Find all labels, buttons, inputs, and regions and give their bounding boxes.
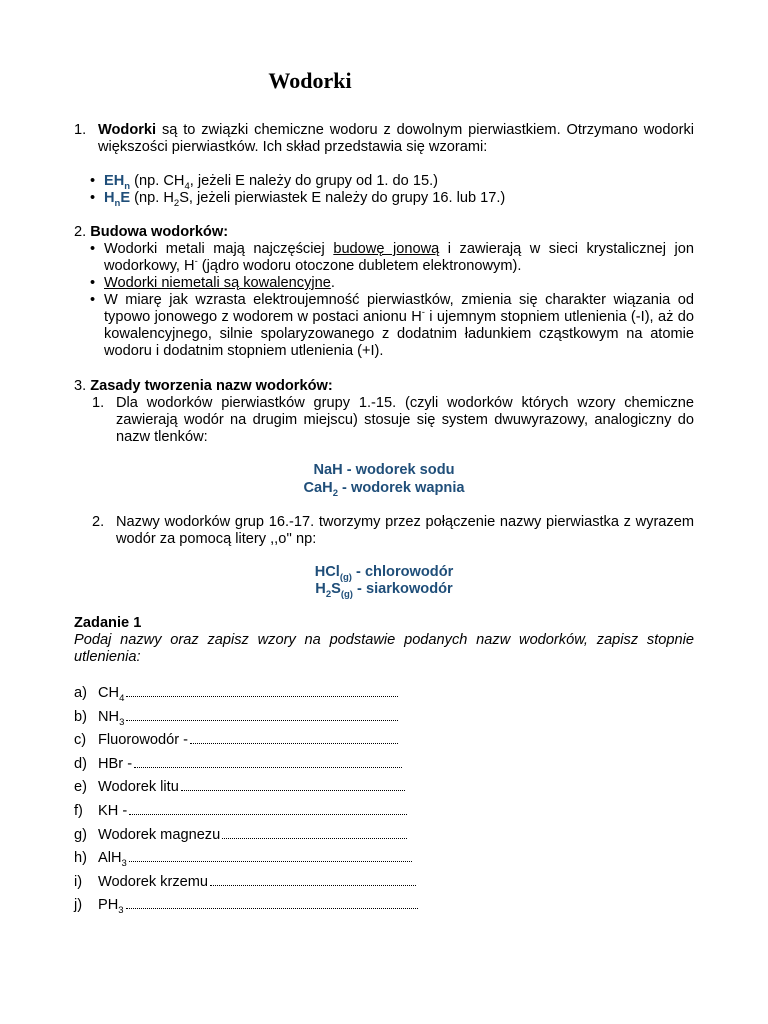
example-formula: CaH bbox=[303, 480, 333, 496]
bullet: • bbox=[90, 241, 96, 257]
task-item-label: c) bbox=[74, 732, 87, 749]
section-2-bullet-1 bbox=[90, 241, 694, 275]
formula-hne: H bbox=[104, 190, 115, 206]
naming-rule-1 bbox=[92, 395, 694, 446]
formula-item-1 bbox=[90, 173, 690, 190]
section-2-title: Budowa wodorków: bbox=[90, 224, 229, 240]
rule-text: Nazwy wodorków grup 16.-17. tworzymy przez połączenie nazwy pierwiastka z wyrazem wodór za pomocą litery ,,o'' np: bbox=[116, 514, 694, 547]
section-3-title: Zasady tworzenia nazw wodorków: bbox=[90, 378, 333, 394]
task-item-label: j) bbox=[74, 897, 83, 914]
formula-sub: 3 bbox=[121, 858, 127, 870]
formula-ehn: EH bbox=[104, 173, 125, 189]
bullet-text: . bbox=[330, 275, 335, 291]
section-2 bbox=[74, 224, 694, 360]
bullet: • bbox=[90, 190, 96, 206]
example-nah: NaH - wodorek sodu bbox=[313, 462, 455, 478]
section-1-number: 1. bbox=[74, 122, 87, 138]
formula-text: E bbox=[120, 190, 131, 206]
bullet-text: (jądro wodoru otoczone dubletem elektronowym). bbox=[197, 258, 522, 274]
section-2-number: 2. bbox=[74, 224, 87, 240]
superscript: - bbox=[421, 307, 425, 319]
answer-blank[interactable] bbox=[210, 873, 416, 886]
formula-text: S, jeżeli pierwiastek E należy do grupy 16. lub 17.) bbox=[179, 190, 506, 206]
task-item bbox=[74, 708, 398, 726]
formula-sub: 4 bbox=[184, 180, 190, 192]
bullet: • bbox=[90, 173, 96, 189]
naming-rule-2 bbox=[92, 514, 694, 548]
task-item-text: PH bbox=[98, 897, 119, 914]
bullet-text: Wodorki metali mają najczęściej bbox=[104, 241, 334, 257]
task-item-label: g) bbox=[74, 826, 87, 843]
answer-blank[interactable] bbox=[126, 896, 418, 909]
superscript: - bbox=[194, 256, 198, 268]
task-item-label: d) bbox=[74, 755, 87, 772]
section-3-heading bbox=[74, 378, 694, 395]
bullet: • bbox=[90, 292, 96, 308]
answer-blank[interactable] bbox=[222, 826, 407, 839]
bullet-text: i ujemnym stopniem utlenienia (-I), aż do kowalencyjnego, silnie spolaryzowanego z dodatnim ładunkiem cząstkowym na atomie wodoru i dodatnim stopniem utlenienia (+I). bbox=[104, 309, 694, 359]
task-item-text: KH - bbox=[98, 803, 128, 819]
rule-number: 1. bbox=[92, 395, 105, 411]
formula-sub: n bbox=[124, 180, 131, 192]
task-item-text: Wodorek krzemu bbox=[98, 873, 209, 890]
formula-text: , jeżeli E należy do grupy od 1. do 15.) bbox=[189, 173, 438, 189]
task-item bbox=[74, 755, 402, 773]
formula-sub: 3 bbox=[119, 716, 125, 728]
underlined-text: budowę jonową bbox=[333, 241, 440, 257]
task-item bbox=[74, 849, 412, 870]
example-name: - wodorek wapnia bbox=[338, 480, 465, 496]
bullet-text: i zawierają w sieci krystalicznej jon wodorkowy, H bbox=[104, 241, 694, 274]
task-item bbox=[74, 896, 418, 917]
task-item-label: e) bbox=[74, 779, 87, 796]
formula-sub: (g) bbox=[340, 588, 353, 600]
task-item-text: NH bbox=[98, 708, 120, 725]
section-3 bbox=[74, 378, 694, 446]
example-cah2 bbox=[74, 480, 694, 497]
task-item bbox=[74, 802, 407, 820]
example-hcl bbox=[74, 564, 694, 581]
answer-blank[interactable] bbox=[181, 778, 405, 791]
formula-sub: 3 bbox=[118, 905, 124, 917]
task-item bbox=[74, 731, 398, 749]
example-formula: H bbox=[315, 581, 326, 597]
task-item-label: i) bbox=[74, 873, 83, 890]
bullet-text: W miarę jak wzrasta elektroujemność pierwiastków, zmienia się charakter wiązania od typowo jonowego z wodorem w postaci anionu H bbox=[104, 292, 694, 325]
section-2-heading bbox=[74, 224, 694, 241]
section-3-number: 3. bbox=[74, 378, 87, 394]
section-1-term: Wodorki bbox=[98, 122, 157, 138]
task-item-label: a) bbox=[74, 685, 87, 701]
example-name: - siarkowodór bbox=[352, 581, 453, 597]
page-title: Wodorki bbox=[268, 68, 352, 93]
example-h2s bbox=[74, 581, 694, 598]
formula-sub: 2 bbox=[325, 588, 332, 600]
section-1 bbox=[74, 122, 694, 156]
task-item-label: b) bbox=[74, 708, 87, 725]
task-1 bbox=[74, 615, 694, 666]
task-item bbox=[74, 826, 407, 844]
answer-blank[interactable] bbox=[134, 755, 402, 768]
formula-text: (np. CH bbox=[130, 173, 185, 189]
task-item-text: HBr - bbox=[98, 755, 133, 772]
task-item-label: h) bbox=[74, 850, 87, 867]
section-2-bullet-3 bbox=[90, 292, 694, 360]
task-instruction: Podaj nazwy oraz zapisz wzory na podstawie podanych nazw wodorków, zapisz stopnie utlenienia: bbox=[74, 632, 694, 665]
answer-blank[interactable] bbox=[190, 731, 398, 744]
task-item-text: CH bbox=[98, 685, 120, 701]
example-formula: HCl bbox=[314, 564, 340, 580]
task-item-label: f) bbox=[74, 803, 83, 819]
formula-sub: 2 bbox=[173, 197, 180, 209]
task-item-text: AlH bbox=[98, 850, 122, 867]
section-2-bullet-2 bbox=[90, 275, 694, 292]
example-name: - chlorowodór bbox=[351, 564, 454, 580]
task-item bbox=[74, 873, 416, 891]
answer-blank[interactable] bbox=[129, 802, 407, 815]
formula-list bbox=[90, 173, 690, 207]
formula-sub: 2 bbox=[332, 487, 338, 499]
answer-blank[interactable] bbox=[126, 684, 398, 697]
formula-sub: (g) bbox=[339, 571, 352, 583]
formula-sub: 4 bbox=[119, 692, 125, 704]
section-1-desc: są to związki chemiczne wodoru z dowolnym pierwiastkiem. Otrzymano wodorki większości pierwiastków. Ich skład przedstawia się wzorami: bbox=[98, 122, 694, 155]
section-1-text bbox=[98, 122, 694, 156]
task-item-text: Wodorek litu bbox=[98, 779, 179, 796]
rule-text: Dla wodorków pierwiastków grupy 1.-15. (czyli wodorków których wzory chemiczne zawierają wodór na drugim miejscu) stosuje się system dwuwyrazowy, analogiczny do nazw tlenków: bbox=[116, 395, 694, 445]
rule-number: 2. bbox=[92, 514, 105, 530]
example-formula: S bbox=[331, 581, 341, 597]
answer-blank[interactable] bbox=[126, 708, 398, 721]
answer-blank[interactable] bbox=[129, 849, 412, 862]
task-item-text: Wodorek magnezu bbox=[98, 826, 221, 843]
task-heading: Zadanie 1 bbox=[74, 615, 142, 631]
formula-text: (np. H bbox=[130, 190, 174, 206]
task-item bbox=[74, 684, 398, 702]
task-item bbox=[74, 778, 405, 796]
underlined-text: Wodorki niemetali są kowalencyjne bbox=[104, 275, 331, 291]
formula-item-2 bbox=[90, 190, 690, 207]
formula-sub: n bbox=[114, 197, 121, 209]
task-item-text: Fluorowodór - bbox=[98, 732, 189, 749]
bullet: • bbox=[90, 275, 96, 291]
